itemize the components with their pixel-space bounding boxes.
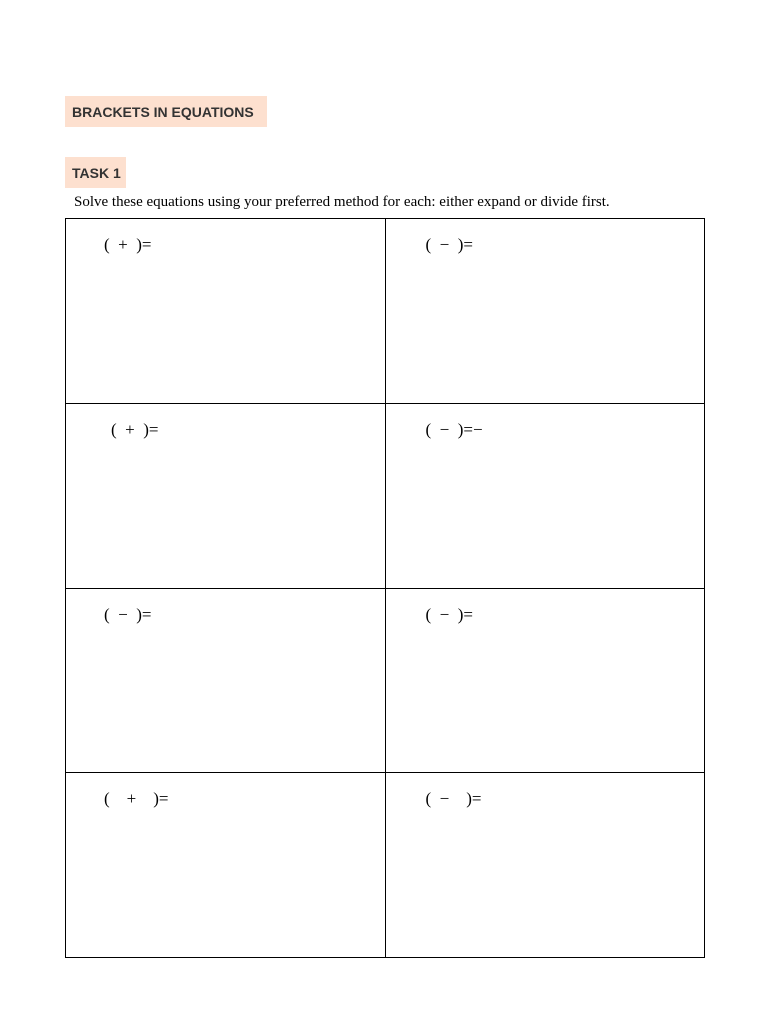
grid-row <box>66 219 705 404</box>
equation-cell[interactable] <box>385 403 705 588</box>
worksheet-title-text: BRACKETS IN EQUATIONS <box>72 103 254 120</box>
worksheet-title <box>65 96 267 127</box>
equation-grid <box>65 218 705 958</box>
equation-cell[interactable] <box>66 588 386 773</box>
equation-text: ( − )= <box>425 235 473 254</box>
equation-cell[interactable] <box>385 588 705 773</box>
equation-cell[interactable] <box>66 219 386 404</box>
grid-row <box>66 588 705 773</box>
grid-row <box>66 403 705 588</box>
equation-cell[interactable] <box>385 219 705 404</box>
grid-row <box>66 773 705 958</box>
equation-text: ( − )= <box>425 789 482 809</box>
equation-text: ( + )= <box>104 235 152 254</box>
equation-text: ( − )=− <box>425 419 483 439</box>
equation-text: ( − )= <box>425 604 473 624</box>
equation-text: ( + )= <box>104 789 169 809</box>
task-heading-text: TASK 1 <box>72 164 121 181</box>
equation-text: ( + )= <box>111 419 159 439</box>
task-heading <box>65 157 126 188</box>
equation-cell[interactable] <box>385 773 705 958</box>
equation-text: ( − )= <box>104 604 152 624</box>
equation-cell[interactable] <box>66 773 386 958</box>
task-instruction: Solve these equations using your preferred method for each: either expand or divide first. <box>74 194 610 210</box>
equation-cell[interactable] <box>66 403 386 588</box>
